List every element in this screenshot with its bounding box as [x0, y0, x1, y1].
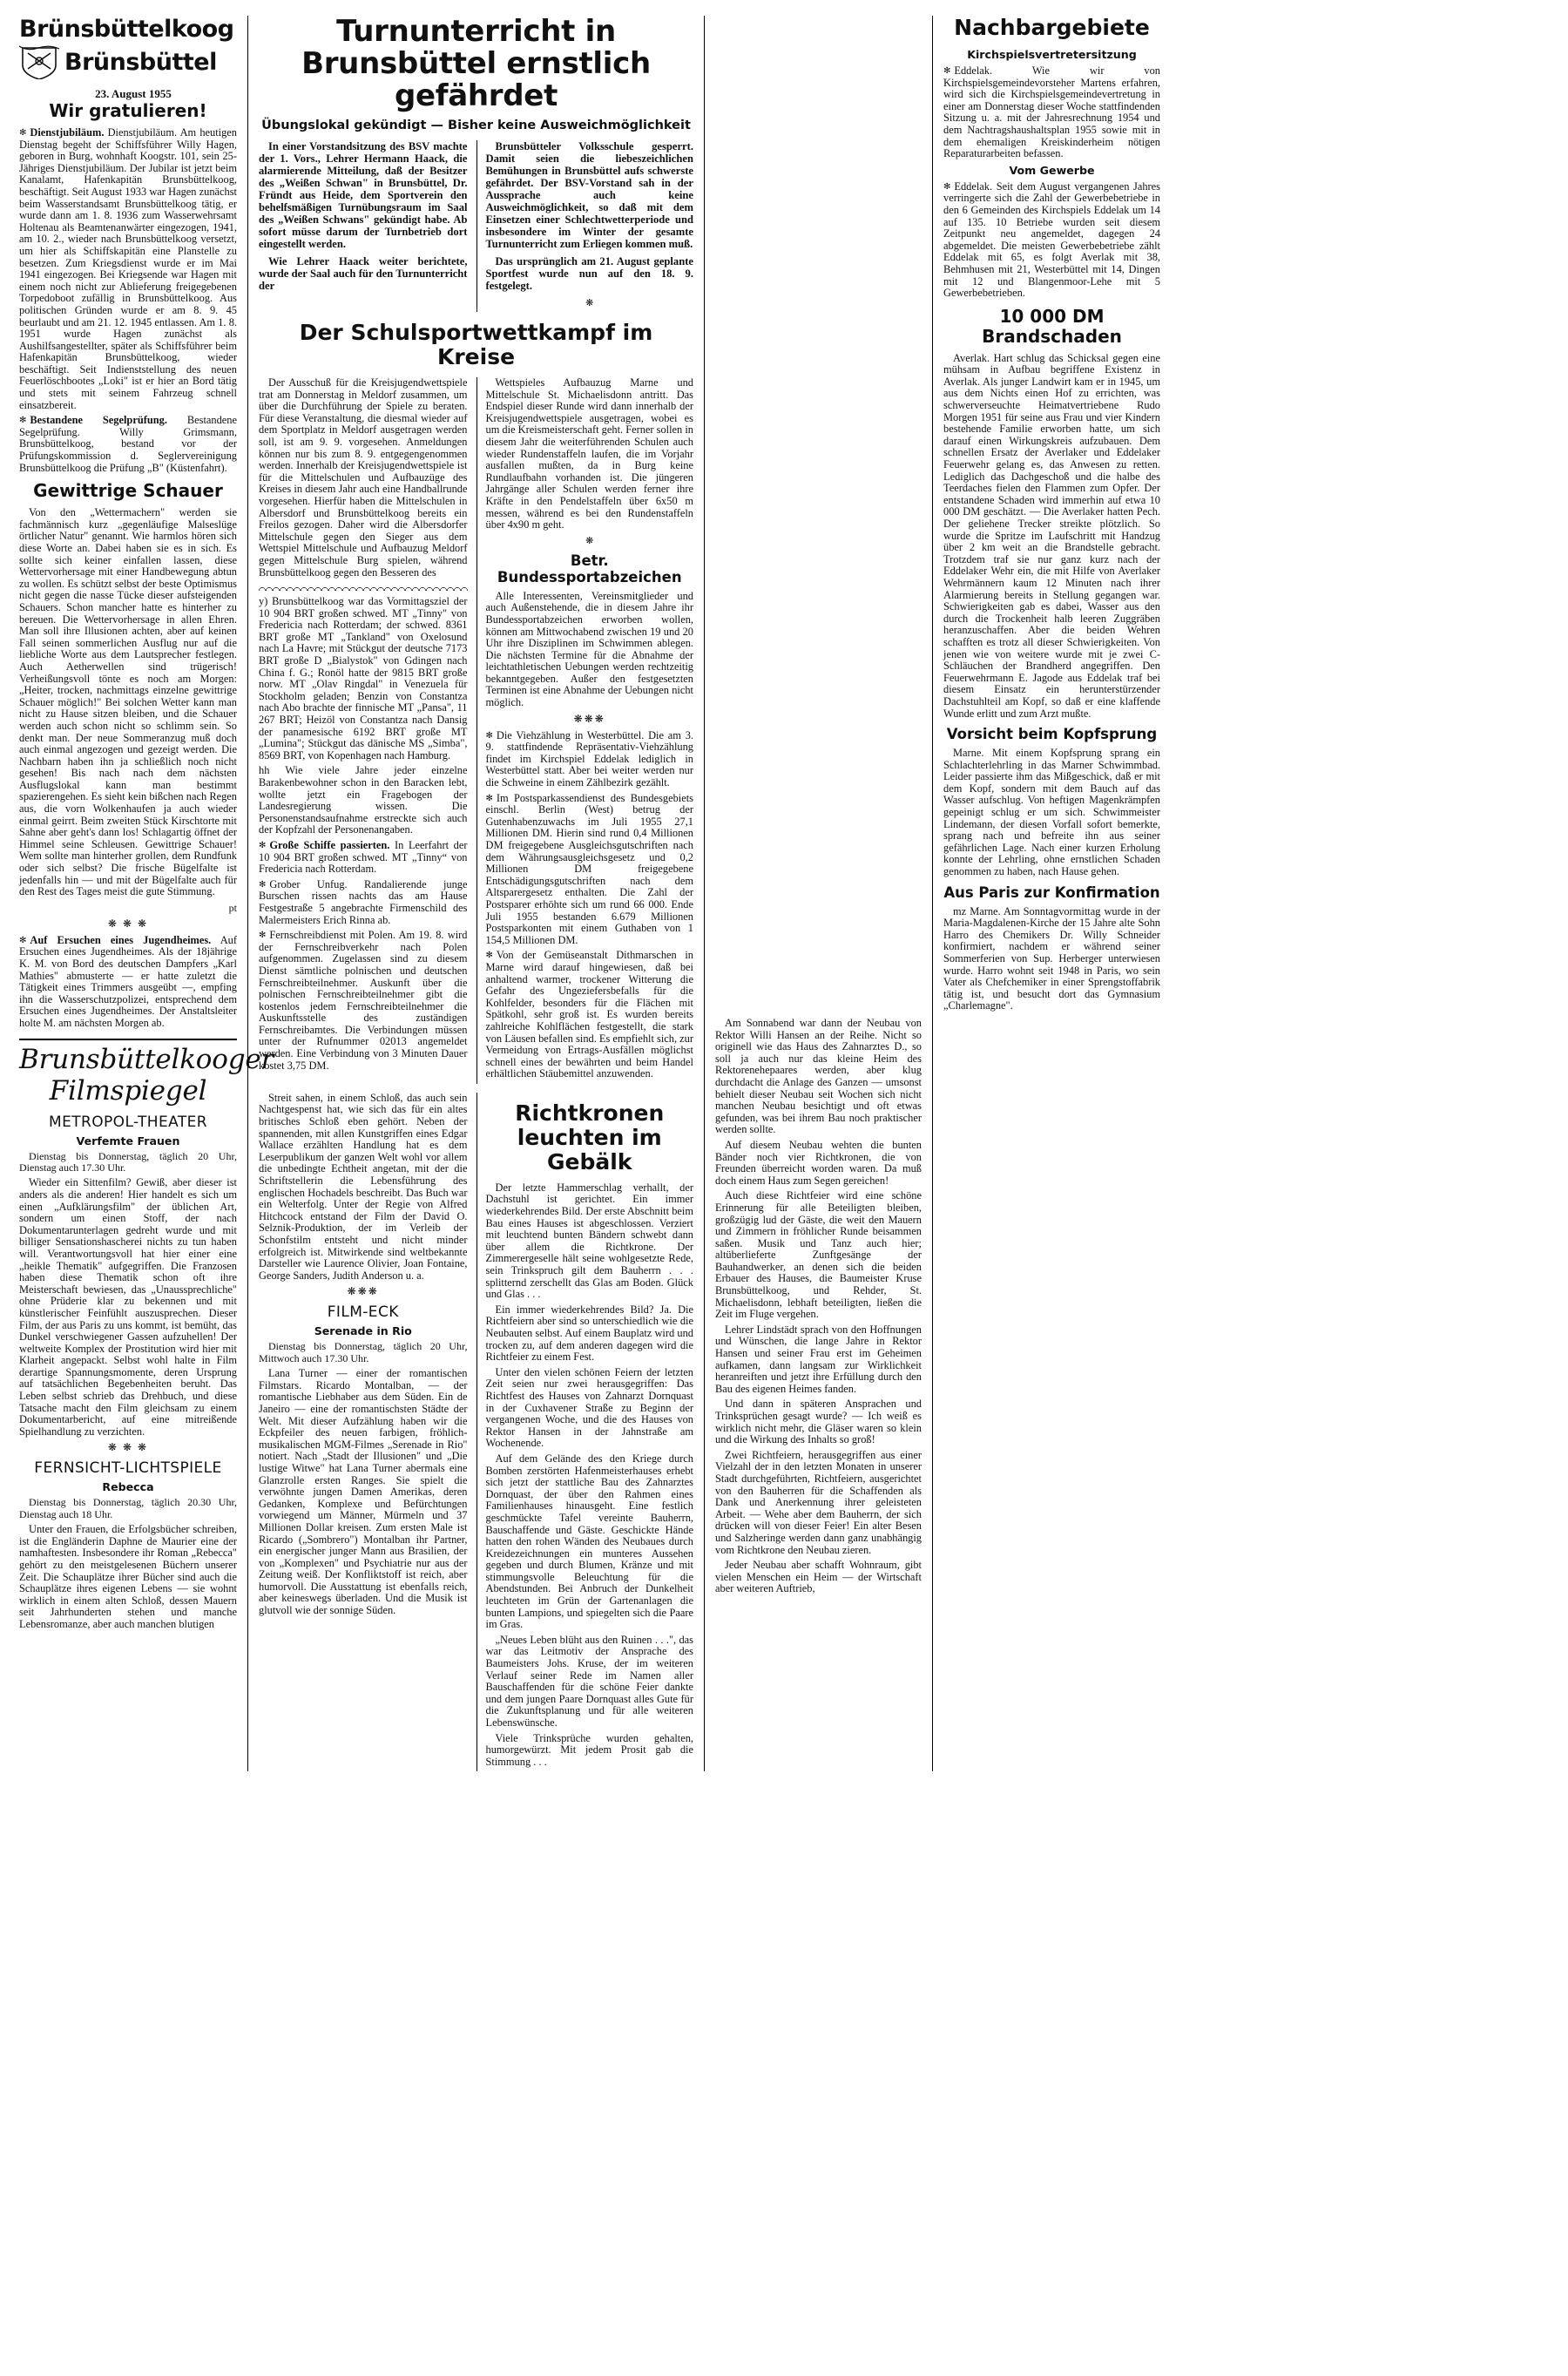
item-fernschreibdienst	[259, 930, 468, 1072]
richtkronen-r7: Jeder Neubau aber schafft Wohnraum, gibt vielen Menschen ein Heim — der Wirtschaft aber weiteren Auftrieb,	[715, 1559, 922, 1595]
review-rebecca-continued: Streit sahen, in einem Schloß, das auch sein Nachtgespenst hat, wie sich das für ein altes britisches Schloß eben gehört. Neben der spannenden, mit allen Kunstgriffen eines Edgar Wallace erzählten Handlung hat es dem Leserpublikum der ganzen Welt wohl vor allem die unbedingte Echtheit angetan, mit der die Schriftstellerin die Lebensführung des englischen Hochadels beschreibt. Das Buch war ein Welterfolg. Unter der Regie von Alfred Hitchcock entstand der Film der David O. Selznik-Produktion, der im Verleib der Schonfstilm entsteht und nicht minder erfolgreich ist. Mitwirkende sind weltbekannte Darsteller wie Laurence Olivier, Joan Fontaine, George Sanders, Judith Anderson u. a.	[259, 1091, 468, 1282]
richtkronen-r5: Und dann in späteren Ansprachen und Trinksprüchen gesagt wurde? — Ich weiß es wirklich nicht mehr, die Gläser waren so klein und die Wirkung des Inhalts so groß!	[715, 1398, 922, 1446]
showtimes-fernsicht: Dienstag bis Donnerstag, täglich 20.30 Uhr, Dienstag auch 18 Uhr.	[19, 1496, 237, 1520]
article-body: Auf Ersuchen eines Jugendheimes. Als der 18jährige K. M. von Bord des deutschen Dampfers „Karl Mathies" abmusterte — er hatte zuletzt die Tätigkeit eines Trimmers ausgeübt —, empfing ihn die Wasserschutzpolizei, entsprechend dem Ersuchen eines Jugendheimes. Der Anstaltsleiter holte M. am nächsten Morgen ab.	[19, 933, 237, 1029]
issue-date: 23. August 1955	[95, 87, 172, 100]
heading-konfirmation: Aus Paris zur Konfirmation	[943, 883, 1160, 901]
review-rebecca: Unter den Frauen, die Erfolgsbücher schreiben, ist die Engländerin Daphne de Maurier eine der namhaftesten. Insbesondere ihr Roman „Rebecca" gehört zu den meistgelesenen Büchern unserer Zeit. Die Schauplätze ihrer Bücher sind auch die Schauplätze ihres eigenen Lebens — sie wohnt wirklich in einem alten Schloß, dessen Mauern seit Jahrhunderten stehen und manche Lebensromanze, aber auch manchen blutigen	[19, 1523, 237, 1630]
film-row	[259, 1093, 693, 1772]
lead-paragraph: In einer Vorstandsitzung des BSV machte der 1. Vors., Lehrer Hermann Haack, die alarmierende Mitteilung, daß der Besitzer des „Weißen Schwan" in Brunsbüttel, Dr. Fründt aus Heide, dem Sportverein den behelfsmäßigen Turnübungsraum im Saal des „Weißen Schwans" gekündigt habe. Ab sofort müsse darum der Turnbetrieb dort eingestellt werden.	[259, 140, 468, 250]
article-dienstjubilaeum	[19, 127, 237, 411]
schulsport-right	[476, 377, 694, 1084]
lead-headline: Turnunterricht in Brunsbüttel ernstlich gefährdet	[301, 14, 651, 113]
column-2-3	[247, 16, 704, 1771]
end-mark-icon: ❋	[585, 298, 594, 308]
lead-paragraph-3: Brunsbütteler Volksschule gesperrt. Damit seien die liebeszeichlichen Bemühungen in Brunsbüttel aufs schwerste gefährdet. Der BSV-Vorstand sah in der Aussprache auch keine Ausweichmöglichkeit, so daß mit dem Einsetzen einer Schlechtwetterperiode und insbesondere im Winter der gesamte Turnunterricht zum Erliegen kommen muß.	[485, 140, 693, 250]
flower-bullet-icon	[486, 792, 497, 804]
heading-nachbargebiete: Nachbargebiete	[954, 15, 1150, 40]
heading-kopfsprung: Vorsicht beim Kopfsprung	[946, 726, 1158, 743]
run-in-head: Dienstjubiläum.	[30, 126, 105, 139]
richtkronen-p6: Viele Trinksprüche wurden gehalten, humorgewürzt. Mit jedem Prosit gab die Stimmung . . .	[485, 1731, 693, 1768]
spacer	[715, 16, 922, 1018]
column-6	[704, 16, 932, 1771]
richtkronen-left	[476, 1093, 694, 1772]
body-bundessportabzeichen: Alle Interessenten, Vereinsmitglieder und auch Außenstehende, die in diesem Jahre ihr Bundessportabzeichen erworben wollen, können am Mittwochabend zwischen 19 und 20 Uhr ihre Disziplinen im Schwimmen ablegen. Die nächsten Termine für die Abnahme der leichtathletischen Uebungen werden rechtzeitig bekanntgegeben. Außer den festgesetzten Terminen ist eine Abnahme der Uebungen nicht möglich.	[485, 589, 693, 709]
richtkronen-r6: Zwei Richtfeiern, herausgegriffen aus einer Vielzahl der in den letzten Monaten in unserer Stadt durchgeführten, Richtfeiern, ausgerichtet von den Bauherren für die Schaffenden als Dank und Anerkennung ihrer geleisteten Arbeit. — Wehe aber dem Bauherrn, der sich drücken will von dieser Feier! Ein alter Besen und Salzheringe werden dann ganz unabhängig vom Richtkrone den Neubau zieren.	[715, 1448, 922, 1556]
lead-paragraph-4: Das ursprünglich am 21. August geplante Sportfest wurde nun auf den 18. 9. festgelegt.	[485, 255, 693, 292]
flower-bullet-icon	[19, 414, 30, 426]
lead-subheadline: Übungslokal gekündigt — Bisher keine Ausweichmöglichkeit	[261, 118, 691, 132]
item-eddelak-gewerbe	[943, 181, 1160, 300]
article-gewittrige-schauer: Von den „Wettermachern" werden sie fachmännisch kurz „gegenläufige Malseslüge örtlicher Natur" genannt. Wie harmlos hören sich diese Worte an. Dabei haben sie es in sich. Es sollte sich keiner einfallen lassen, diese Wettervorhersage mit einer Handbewegung abtun zu wollen. Es schützt selbst der beste Optimismus nicht gegen die nasse Tücke dieser aufsteigenden Schauers. Schon mancher hatte es hinterher zu bereuen. Die Wettervorhersage in allen Ehren. Man soll ihre Illusionen achten, aber auf keinen Fall seinen sommerlichen Ausflug nur auf die liebliche Worte aus dem Lautsprecher festlegen. Auch Aetherwellen sind trügerisch! Verheißungsvoll tönte es noch am Morgen: „Heiter, trocken, nachmittags einzelne gewittrige Schauer möglich!" Bei solchen Wetter kann man nicht zu Hause sitzen bleiben, und die Schauer werden auch schon nicht so schlimm sein. So denkt man. Der neue Sommeranzug muß doch auch einmal angezogen und gezeigt werden. Die Nachbarn haben ihn ja schließlich noch nicht gesehen! Bis nach nach dem nächsten Ausflugslokal kann man bestimmt spazierengehen. Es sieht kein bißchen nach Regen aus, die vorn Wolkenhaufen ja auch wieder einmal geirrt. Beim zweiten Stück Kirschtorte mit Sahne aber geht's dann los! Schlagartig öffnet der Himmel seine Schleusen. Gewittrige Schauer! Wem sollte man hinterher grollen, dem Rundfunk oder sich selbst? Die frische Bügelfalte ist jedenfalls hin — und mit der Bügelfalte auch für den Rest des Tages meist die gute Stimmung.	[19, 506, 237, 898]
coat-of-arms-icon	[19, 44, 59, 79]
flower-bullet-icon	[19, 934, 30, 946]
heading-filmspiegel: Brunsbüttelkooger Filmspiegel	[19, 1043, 274, 1107]
run-in-head: Große Schiffe passierten.	[269, 838, 390, 851]
item-gemueseanstalt	[486, 950, 694, 1080]
item-postsparkasse	[486, 793, 694, 947]
movie-title-rebecca: Rebecca	[102, 1480, 154, 1494]
masthead	[19, 16, 247, 101]
richtkronen-p2: Ein immer wiederkehrendes Bild? Ja. Die Richtfeiern aber sind so unterschiedlich wie die Neubauten selbst. Auf einem Bauplatz wird und trocken zu, auf dem anderen dagegen wird die Richtfeier zu einem Fest.	[485, 1303, 693, 1364]
ornament-divider: ❋❋❋	[573, 712, 605, 725]
cinema-metropol-title: METROPOL-THEATER	[49, 1113, 207, 1131]
heading-vom-gewerbe: Vom Gewerbe	[1009, 163, 1095, 177]
article-body: Im Postsparkassendienst des Bundesgebiets einschl. Berlin (West) betrug der Gutenhabenzuwachs im Juli 1955 27,1 Millionen DM. Hierin sind rund 0,4 Millionen DM freigegebene Ausgleichsgutschriften nach dem Währungsausgleichsgesetz und 0,2 Millionen DM freigegebene Entschädigungsgutschriften nach dem Altsparergesetz enthalten. Die Zahl der Postsparer erhöhte sich um rund 66 000. Ende Juli 1955 bestanden 6.679 Millionen Postsparkonten mit einem Guthaben von 1 154,5 Millionen DM.	[485, 791, 693, 946]
flower-bullet-icon	[943, 180, 954, 193]
schulsport-left	[259, 377, 476, 1084]
article-body: Fernschreibdienst mit Polen. Am 19. 8. wird der Fernschreibverkehr nach Polen aufgenommen. Zugelassen sind zu diesem Dienst sämtliche polnischen und deutschen Fernschreibteilnehmer. Auskunft über die polnischen Fernschreibteilnehmer gibt die kostenlos jedem Fernschreibteilnehmer die Auskunftsstelle des zuständigen Fernschreibamtes. Die Verbindungen müssen unter der Rufnummer 02013 angemeldet werden. Eine Verbindung von 3 Minuten Dauer kostet 3,75 DM.	[259, 929, 468, 1072]
ornament-divider: ❋❋❋	[347, 1285, 379, 1298]
masthead-line2: Brünsbüttel	[64, 48, 217, 76]
flower-bullet-icon	[259, 839, 269, 851]
article-body: Von der Gemüseanstalt Dithmarschen in Marne wird darauf hingewiesen, daß bei anhaltend warmer, trockener Witterung die Gefahr des Ungeziefersbefalls für die Kohlfelder, besonders für die Flächen mit Spätkohl, sehr groß ist. Es wurden bereits zahlreiche Kohlflächen festgestellt, die stark von Läusen befallen sind. Es empfiehlt sich, zur Vermeidung von Ertrags-Ausfällen möglichst schnell eines der bewährten und beim Handel erhältlichen Stäubemittel anzuwenden.	[485, 949, 693, 1080]
article-body: Eddelak. Wie wir von Kirchspielsgemeindevorsteher Martens erfahren, wird sich die Kirchspielsgemeindevertretung in einer am Donnerstag dieser Woche stattfindenden Sitzung u. a. mit der Jahresrechnung 1954 und dem Nachtragshaushaltsplan 1955 sowie mit in dem ehemaligen Kreiskinderheim nötigen Reparaturarbeiten befassen.	[943, 64, 1160, 160]
run-in-head: Bestandene Segelprüfung.	[30, 414, 167, 427]
wave-divider	[259, 584, 468, 591]
article-body: Bestandene Segelprüfung. Willy Grimsmann, Brunsbüttelkoog, bestand vor der Prüfungskommission d. Seglervereinigung Brunsbüttelkoog die Prüfung „B" (Küstenfahrt).	[19, 414, 237, 474]
schulsport-body-right: Wettspieles Aufbauzug Marne und Mittelschule St. Michaelisdonn antritt. Das Endspiel dieser Runde wird dann innerhalb der Kreisjugendwettspiele ausgetragen, wobei es um die Kreismeisterschaft geht. Ferner sollen in diesem Jahr die weiterführenden Schulen auch wieder Rundenstaffeln laufen, die im Vorjahr ausfallen mußten, da in Burg keine Rundlaufbahn vorhanden ist. Die jüngeren Jahrgänge aller Schulen werden ferner ihre Kräfte in den Pendelstaffeln über 6x50 m messen, während es bei den Rundenstaffeln über 4x90 m geht.	[485, 376, 693, 531]
item-eddelak-kirchspiel	[943, 65, 1160, 160]
lead-body-right	[476, 140, 694, 312]
end-mark-icon: ❋	[585, 535, 594, 546]
article-body: Grober Unfug. Randalierende junge Burschen rissen nachts das am Hause Festgestraße 5 angebrachte Firmenschild des Malermeisters Erich Rinna ab.	[259, 877, 468, 926]
ornament-divider: ❋ ❋ ❋	[107, 917, 149, 930]
heading-brandschaden: 10 000 DM Brandschaden	[982, 305, 1122, 347]
showtimes-metropol: Dienstag bis Donnerstag, täglich 20 Uhr, Dienstag auch 17.30 Uhr.	[19, 1149, 237, 1174]
richtkronen-p1: Der letzte Hammerschlag verhallt, der Dachstuhl ist gerichtet. Ein immer wiederkehrendes Bild. Der erste Abschnitt beim Bau eines Hauses ist abgeschlossen. Verziert mit leuchtend bunten Bändern schwebt dann über allem die Richtkrone. Der Zimmerergeselle hält seine wohlgesetzte Rede, sein Trinkspruch gilt dem Bauherrn . . . splitternd zerschellt das Glas am Boden. Glück und Glas . . .	[485, 1181, 693, 1301]
item-paris-konfirmation: mz Marne. Am Sonntagvormittag wurde in der Maria-Magdalenen-Kirche der 15 Jahre alte Sohn Harro des Chemikers Dr. Willy Schneider konfirmiert, nachdem er während seiner Sommerferien von Sup. Herberger unterwiesen wurde. Harro wohnt seit 1948 in Paris, wo sein Vater als Chefchemiker in einer Sprengstoffabrik tätig ist, und besucht dort das Gymnasium „Charlemagne".	[943, 904, 1160, 1012]
divider	[19, 1039, 237, 1040]
item-grosse-schiffe: ✻ Große Schiffe passierten. In Leerfahrt der 10 904 BRT großen schwed. MT „Tinny“ von Fredericia nach Rotterdam.	[259, 840, 468, 876]
richtkronen-r4: Lehrer Lindstädt sprach von den Hoffnungen und Wünschen, die lange Jahre in Rektor Hansen und seiner Frau erst im Geheimen aufkamen, dann langsam zur Wirklichkeit heranreiften und jetzt ihre Erfüllung durch den Bau des eigenen Heimes fanden.	[715, 1323, 922, 1395]
review-verfemte-frauen: Wieder ein Sittenfilm? Gewiß, aber dieser ist anders als die anderen! Hier handelt es sich um einen „Aufklärungsfilm" der üblichen Art, sondern um einen Stoff, der nach Dokumentarunterlagen gedreht wurde und mit billiger Sensationshascherei nichts zu tun haben will. Verantwortungsvoll hat hier einer eine „heikle Thematik" aufgegriffen. Die Franzosen haben diese Thematik schon oft ihre Meisterschaft bewiesen, das „Unaussprechliche" ohne Prüderie klar zu bekennen und mit künstlerischer Feinfühlt auszusprechen. Dieser Film, der aus Paris zu uns kommt, ist bemüht, das Dunkel verschwiegener Gassen aufzuhellen! Der weltweite Komplex der Prostitution wird hier mit Klarheit angepackt. Selbst wohl halte in Film derartige Spannungsmomente, deren Ursprung auf tatsächlichen Begebenheiten beruht. Das Leben selbst schrieb das Drehbuch, und diese Tatsache macht den Film gleichsam zu einem Dokumentarbericht, auf eine mitreißende Spielhandlung zu verzichten.	[19, 1176, 237, 1438]
heading-bundessportabzeichen: Betr. Bundessportabzeichen	[497, 552, 682, 586]
lead-body-left	[259, 140, 476, 312]
lead-body-columns	[259, 140, 693, 312]
movie-title-serenade-in-rio: Serenade in Rio	[314, 1324, 412, 1338]
schulsport-columns	[259, 377, 693, 1084]
item-y-schiffe: y) Brunsbüttelkoog war das Vormittagsziel der 10 904 BRT großen schwed. MT „Tinny" von Fredericia nach Rotterdam; der schwed. 8361 BRT große MT „Tankland" von Oxelosund nach La Havre; mit Stückgut der deutsche 7173 BRT große D „Bialystok" von Gdingen nach China f. G.; Ronöl hatte der 9815 BRT große norw. MT „Olav Ringdal" in Venezuela für Stockholm geladen; Benzin von Constantza nach Abo brachte der finnische MT „Pansa", 11 267 BRT; Heizöl von Constantza nach Dansig der panamesische 6192 BRT große MT „Lumina"; Stückgut das dänische MS „Simba", 8569 BRT, von Kopenhagen nach Hamburg.	[259, 595, 468, 762]
richtkronen-p4: Auf dem Gelände des den Kriege durch Bomben zerstörten Hafenmeisterhauses erhebt sich jetzt der stattliche Bau des Zahnarztes Dornquast, der über den Rahmen eines Familienhauses hinausgeht. Eine festlich geschmückte Tafel vereinte Bauherrn, Bauschaffende und Gäste. Geschickte Hände hatten den rohen Wänden des Neubaues durch Kreidezeichnungen ein munteres Aussehen gegeben und durch Blumen, Kränze und mit stimmungsvolle Beleuchtung für die Abendstunden. Bei Anbruch der Dunkelheit leuchteten im Grün der Gartenanlagen die bunten Lampions, und spiegelten sich die Paare im Gras.	[485, 1452, 693, 1631]
masthead-line1: Brünsbüttelkoog	[19, 16, 234, 43]
item-averlak-brand: Averlak. Hart schlug das Schicksal gegen eine mühsam in Aufbau begriffene Existenz in Averlak. Als junger Landwirt kam er in 1945, um aus dem Nichts einen Hof zu errichten, was schwerverseuchte Heimatvertriebene Rudo Morgen 1951 für seine aus Frau und vier Kindern bestehende Familie erworben hatte, um sich darauf einen Wirkungskreis aufzubauen. Dem schnellen Ersatz der Averlaker und Eddelaker Feuerwehr gelang es, das Anwesen zu retten. Lediglich das Dachgeschoß und die halbe des Teerdaches fielen den Flammen zum Opfer. Der entstandene Schaden wird immerhin auf etwa 10 000 DM geschätzt. — Die Averlaker hatten Pech. Der geliehene Trecker streikte plötzlich. So wurde die Spritze im Laufschritt mit Handzug über 2 km weit an die Brandstelle gebracht. Trotzdem traf sie nur ganz kurz nach der Eddelaker Wehr ein, die mit Hilfe von Averlaker Wehrmännern kaum 12 Minuten nach ihrer Alarmierung bereits in Stellung gegangen war. Schwierigkeiten gab es dabei, Wasser aus den durch die Trockenheit halb leeren Zuggräben heranzuschaffen. Aber die beiden Wehren schafften es trotz all dieser Schwierigkeiten. Von jenen wie von weitere wurde mit je zwei C-Schläuchen der Brandherd angegriffen. Den Feuerwehrmann E. Jagode aus Eddelak traf bei diesem Einsatz ein herunterstürzender Dachstuhlteil am Kopf, so daß er eine klaffende Wunde erlitt und zum Arzt mußte.	[943, 351, 1160, 720]
heading-gewittrige-schauer: Gewittrige Schauer	[33, 480, 223, 502]
heading-schulsportwettkampf: Der Schulsportwettkampf im Kreise	[299, 320, 653, 369]
cinema-film-eck-title: FILM-ECK	[327, 1303, 399, 1322]
cinema-fernsicht-title: FERNSICHT-LICHTSPIELE	[34, 1459, 222, 1478]
heading-wir-gratulieren: Wir gratulieren!	[49, 100, 207, 121]
richtkronen-r2: Auf diesem Neubau wehten die bunten Bänder noch vier Richtkronen, die von Freunden überreicht worden waren. Da muß doch einem Haus zum Segen gereichen!	[715, 1138, 922, 1187]
flower-bullet-icon	[486, 729, 497, 741]
lead-paragraph-2: Wie Lehrer Haack weiter berichtete, wurde der Saal auch für den Turnunterricht der	[259, 255, 468, 292]
ornament-divider: ❋ ❋ ❋	[107, 1441, 149, 1454]
heading-kirchspielsvertretersitzung: Kirchspielsvertretersitzung	[967, 48, 1137, 61]
flower-bullet-icon	[259, 878, 269, 890]
review-serenade-in-rio: Lana Turner — einer der romantischen Filmstars. Ricardo Montalban, — der romantische Liebhaber aus dem Süden. Ein de Janeiro — eine der romantischsten Städte der Welt. Mit dieser Aufzählung haben wir die Eckpfeiler des neuen farbigen, fröhlich-musikalischen MGM-Filmes „Serenade in Rio" notiert. Nach „Stadt der Illusionen" und „Die lustige Witwe" hat Lana Turner abermals eine Glanzrolle ersten Ranges. Sie spielt die verwöhnte jungen Damen Amerikas, deren Gedanken, Komplexe und Befürchtungen vorwiegend um Männer, Mürmeln und 37 Millionen Dollar kreisen. Zum ersten Male ist Ricardo („Sombrero") Montalban ihr Partner, ein energischer junger Mann aus Brasilien, der von „Komplexen" und Psychiatrie nur aus der Zeitung weiß. Der Konfliktstoff ist reich, aber humorvoll. Die Ausstattung ist ebenfalls reich, aber keineswegs überladen. Und die Musik ist glutvoll wie der sonnige Süden.	[259, 1367, 468, 1617]
column-1	[19, 16, 274, 1771]
richtkronen-r3: Auch diese Richtfeier wird eine schöne Erinnerung für alle Beteiligten bleiben, großzügig lud der Gäste, die weit den Mauern und Zimmern in fröhlicher Runde beisammen saßen. Musik und Tanz auch hier; altüberlieferte Zunftgesänge der Bauhandwerker, an denen sich die beiden Erbauer des Hauses, die Baumeister Kruse Brunsbüttelkoog, und Rehder, St. Michaelisdonn, lebhaft beteiligten, ließen die Zeit im Fluge vergehen.	[715, 1189, 922, 1321]
article-segelpruefung	[19, 415, 237, 474]
richtkronen-r1: Am Sonnabend war dann der Neubau von Rektor Willi Hansen an der Reihe. Nicht so originell wie das Haus des Zahnarztes D., so soll ja auch nur das kleine Heim des Rektorenehepaares werden, aber klug durchdacht die Anlage des Ganzen — umsonst behielt dieser Neubau seit Wochen sich nicht manchen Neubau besichtigt und oft etwas gefunden, was bei ihrem Bau noch praktischer werden sollte.	[715, 1017, 922, 1136]
movie-title-verfemte-frauen: Verfemte Frauen	[76, 1134, 180, 1147]
flower-bullet-icon	[943, 64, 954, 77]
article-body: Dienstjubiläum. Am heutigen Dienstag begeht der Schiffsführer Willy Hagen, geboren in Burg, wohnhaft Koogstr. 101, sein 25-Jähriges Dienstjubiläum. Der Jubilar ist jetzt beim Kanalamt, Hafenkapitän Brunsbüttelkoog, beschäftigt. Seit August 1933 war Hagen zunächst beim Wasserstandsamt Brunsbüttelkoog tätig, er wurde dann am 1. 8. 1936 zum Wasserwehrsamt Holtenau als Beamtenanwärter eingezogen, 1941, am 10. 2., wieder nach Brunsbüttelkoog versetzt, um hier als Schiffskapitän eine Planstelle zu besetzen. Zum Kriegsdienst wurde er im Mai 1941 eingezogen. Bei Kriegsende war Hagen mit einem noch nicht zur Ablieferung freigegebenen Torpedoboot zufällig in Brunsbüttelkoog. Aus politischen Gründen wurde er am 8. 9. 45 beurlaubt und am 21. 12. 1945 entlassen. Am 1. 8. 1951 wurde Hagen zunächst als Aushilfsangestellter, später als Schiffsführer beim Hafenkapitän Brunsbüttelkoog, wieder beschäftigt. Seit Indienststellung des neuen Feuerlöschbootes „Loki" ist er hier an Bord tätig und stets mit seinem Fahrzeug schnell einsatzbereit.	[19, 126, 237, 411]
item-viehzaehlung	[486, 730, 694, 789]
heading-richtkronen: Richtkronen leuchten im Gebälk	[515, 1100, 665, 1174]
showtimes-film-eck: Dienstag bis Donnerstag, täglich 20 Uhr, Mittwoch auch 17.30 Uhr.	[259, 1340, 468, 1364]
article-body: Eddelak. Seit dem August vergangenen Jahres verringerte sich die Zahl der Gewerbebetriebe in den 6 Gemeinden des Kirchspiels Eddelak um 14 auf 135. 10 Betriebe wurden seit diesem Zeitpunkt neu angemeldet, dagegen 24 abgemeldet. Die meisten Gewerbebetriebe zählt Eddelak mit 65, es folgt Averlak mit 38, Behmhusen mit 21, Westerbüttel mit 14, Dingen mit 12 und Blangenmoor-Lehe mit 5 Gewerbebetrieben.	[943, 179, 1160, 300]
flower-bullet-icon	[259, 929, 269, 941]
schulsport-body-left: Der Ausschuß für die Kreisjugendwettspiele trat am Donnerstag in Meldorf zusammen, um über die Durchführung der Spiele zu beraten. Für diese Veranstaltung, die diesmal wieder auf dem Sportplatz in Meldorf ausgetragen werden soll, ist am 9. 9. vorgesehen. Anmeldungen können nur bis zum 8. 9. entgegengenommen werden. Innerhalb der Kreisjugendwettspiele ist für die Mittelschulen und Aufbauzüge des Kreises in diesem Jahr auch eine Handballrunde vorgesehen. Hierfür haben die Mittelschulen in Albersdorf und Brunsbüttelkoog bereits ein Freilos gezogen. Daher wird die Albersdorfer Mittelschule gegen den Sieger aus dem Wettspiel Mittelschule und Aufbauzug Meldorf gegen Mittelschule Burg spielen, während Brunsbüttelkoog gegen den Besseren des	[259, 376, 468, 579]
col4-continuation	[259, 1093, 476, 1772]
article-body: Die Viehzählung in Westerbüttel. Die am 3. 9. stattfindende Repräsentativ-Viehzählung findet im Kirchspiel Eddelak lediglich in Westerbüttel statt. Aber bei weiter werden nur die Schweine in einem Zählbezirk gezählt.	[485, 728, 693, 789]
richtkronen-p3: Unter den vielen schönen Feiern der letzten Zeit seien nur zwei herausgegriffen: Das Richtfest des Hauses von Zahnarzt Dornquast in der Cuxhavener Straße zu Beginn der vergangenen Woche, und die des Hauses von Rektor Hansen in der Jahnstraße am Wochenende.	[485, 1365, 693, 1450]
item-grober-unfug	[259, 879, 468, 926]
article-jugendheim	[19, 935, 237, 1030]
richtkronen-p5: „Neues Leben blüht aus den Ruinen . . .", das war das Leitmotiv der Ansprache des Baumeisters Johs. Kruse, der im weiteren Verlauf seiner Rede im Namen aller Bauschaffenden für die schöne Feier dankte und dem jungen Paare Dornquast alles Gute für die Zukunftsplanung und für alle weiteren Lebenswünsche.	[485, 1633, 693, 1729]
flower-bullet-icon	[19, 126, 30, 139]
column-7-nachbargebiete	[932, 16, 1160, 1771]
item-hh-baracken: hh Wie viele Jahre jeder einzelne Barakenbewohner schon in den Baracken lebt, wollte jetzt ein Fragebogen der Landesregierung wissen. Die Personenstandsaufnahme erstreckte sich auch der Kopfzahl der Personenangaben.	[259, 764, 468, 836]
item-marne-kopfsprung: Marne. Mit einem Kopfsprung sprang ein Schlachterlehrling in das Marner Schwimmbad. Leider passierte ihm das Mißgeschick, daß er mit dem Kopf, sondern mit dem Bauch auf das Wasser aufschlug. Von heftigen Magenkrämpfen gepeinigt schlug er um sich. Schwimmeister Lindemann, der diesen Vorfall sofort bemerkte, sprang nach und befreite ihn aus seiner gefährlichen Lage. Nach einer kurzen Erholung konnte der Lehrling, ohne ernstlichen Schaden genommen zu haben, nach Hause gehen.	[943, 747, 1160, 878]
article-byline: pt	[228, 901, 237, 914]
flower-bullet-icon	[486, 949, 497, 961]
run-in-head: Auf Ersuchen eines Jugendheimes.	[30, 933, 212, 946]
page-columns	[19, 16, 1549, 1771]
